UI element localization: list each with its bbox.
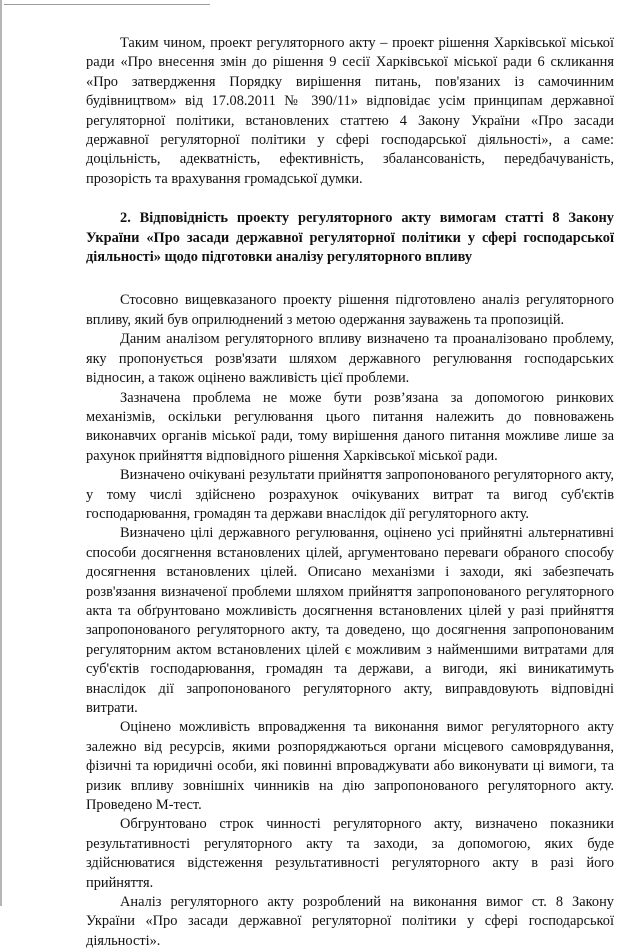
- paragraph-regulation-goals: Визначено цілі державного регулювання, оцінено усі прийнятні альтернативні способи досягнення встановлених цілей, аргументовано переваги обраного способу досягнення встановлених цілей. Описано механізми і заходи, які забезпечать розв'язання визначеної проблеми шляхом прийняття запропонованого регуляторного акта та обґрунтовано можливість досягнення встановлених цілей у разі прийняття запропонованого регуляторного акту, та доведено, що досягнення запропонованим регуляторним актом встановлених цілей є можливим з найменшими витратами для суб'єктів господарювання, громадян та держави, а вигоди, які виникатимуть внаслідок дії запропонованого регуляторного акту, виправдовують відповідні витрати.: [86, 525, 614, 716]
- paragraph-validity-term: Обгрунтовано строк чинності регуляторного акту, визначено показники результативності регуляторного акту та заходи, за допомогою, яких буде здійснюватися відстеження результативності регуляторного акту в разі його прийняття.: [86, 816, 614, 891]
- intro-paragraph: Таким чином, проект регуляторного акту – проект рішення Харківської міської ради «Про внесення змін до рішення 9 сесії Харківської міської ради 6 скликання «Про затвердження Порядку вирішення питань, пов'язаних із самочинним будівництвом» від 17.08.2011 № 390/11» відповідає усім принципам державної регуляторної політики, встановлених статтею 4 Закону України «Про засади державної регуляторної політики у сфері господарської діяльності», а саме: доцільність, адекватність, ефективність, збалансованість, передбачуваність, прозорість та врахування громадської думки.: [86, 35, 614, 187]
- paragraph-expected-results: Визначено очікувані результати прийняття запропонованого регуляторного акту, у тому числі здійснено розрахунок очікуваних витрат та вигод суб'єктів господарювання, громадян та держави внаслідок дії регуляторного акту.: [86, 467, 614, 522]
- paragraph-problem-defined: Даним аналізом регуляторного впливу визначено та проаналізовано проблему, яку пропонується розв'язати шляхом державного регулювання господарських відносин, а також оцінено важливість цієї проблеми.: [86, 331, 614, 387]
- paragraph-market-mechanisms: Зазначена проблема не може бути розв’язана за допомогою ринкових механізмів, оскільки регулювання цього питання належить до повноважень виконавчих органів міської ради, тому вирішення даного питання можливе лише за рахунок прийняття відповідного рішення Харківської міської ради.: [86, 389, 614, 464]
- document-body: [86, 34, 614, 951]
- paragraph-implementation-assessment: Оцінено можливість впровадження та виконання вимог регуляторного акту залежно від ресурсів, якими розпоряджаються органи місцевого самоврядування, фізичні та юридичні особи, які повинні впроваджувати або виконувати ці вимоги, та ризик впливу зовнішніх чинників на дію запропонованого регуляторного акту. Проведено М-тест.: [86, 719, 614, 814]
- scan-left-edge: [0, 0, 2, 906]
- paragraph-analysis-prepared: Стосовно вищевказаного проекту рішення підготовлено аналіз регуляторного впливу, який був оприлюднений з метою одержання зауважень та пропозицій.: [86, 292, 614, 328]
- scan-top-rule: [4, 4, 210, 5]
- section-heading: 2. Відповідність проекту регуляторного акту вимогам статті 8 Закону України «Про засади державної регуляторної політики у сфері господарської діяльності» щодо підготовки аналізу регуляторного впливу: [86, 210, 614, 266]
- paragraph-conclusion: Аналіз регуляторного акту розроблений на виконання вимог ст. 8 Закону України «Про засади державної регуляторної політики у сфері господарської діяльності».: [86, 894, 614, 949]
